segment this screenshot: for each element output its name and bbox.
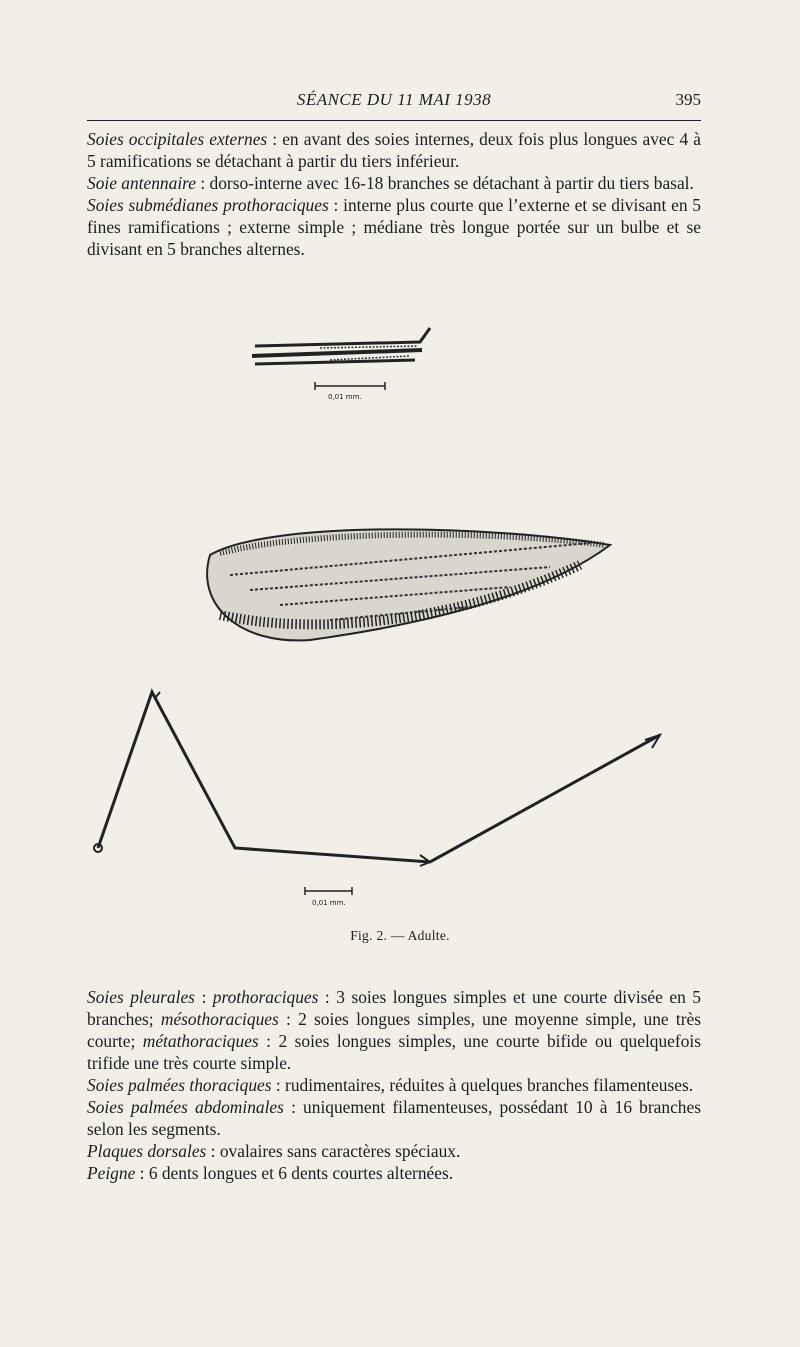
term-mesothoraciques: mésothoraciques (160, 1009, 279, 1029)
wing-illustration (190, 515, 620, 655)
term-peigne: Peigne (87, 1163, 136, 1183)
term-palmees-abdominales: Soies palmées abdominales (87, 1097, 284, 1117)
bottom-text-block (87, 986, 701, 1184)
page-number: 395 (675, 90, 701, 109)
text-submedianes: : interne plus courte que l’externe et se divisant en 5 fines ramifications ; externe simple ; médiane très longue portée sur un bulbe et se divisant en 5 branches alternes. (87, 195, 702, 259)
text-occipitales: : en avant des soies internes, deux fois plus longues avec 4 à 5 ramifications se détachant à partir du tiers inférieur. (87, 129, 701, 171)
paragraph-peigne (87, 1162, 701, 1184)
paragraph-antennaire (87, 172, 701, 194)
scale-label-top: 0,01 mm. (328, 393, 362, 401)
text-mesothoraciques: : 2 soies longues simples, une moyenne simple, une très courte; (87, 1009, 701, 1051)
header-title: SÉANCE DU 11 MAI 1938 (296, 90, 492, 109)
paragraph-plaques-dorsales (87, 1140, 701, 1162)
term-occipitales: Soies occipitales externes (87, 129, 268, 149)
text-palmees-abdominales: : uniquement filamenteuses, possédant 10 à 16 branches selon les segments. (87, 1097, 701, 1139)
text-antennaire: : dorso-interne avec 16-18 branches se détachant à partir du tiers basal. (196, 173, 694, 193)
term-palmees-thoraciques: Soies palmées thoraciques (87, 1075, 272, 1095)
text-prothoraciques: : 3 soies longues simples et une courte divisée en 5 branches; (87, 987, 701, 1029)
scale-bar-bottom (300, 885, 360, 897)
term-antennaire: Soie antennaire (87, 173, 196, 193)
scale-label-bottom: 0,01 mm. (312, 899, 346, 907)
term-prothoraciques: prothoraciques (212, 987, 319, 1007)
figure-caption: Fig. 2. — Adulte. (350, 928, 450, 943)
term-metathoraciques: métathoraciques (142, 1031, 259, 1051)
paragraph-occipitales (87, 128, 701, 172)
paragraph-pleurales (87, 986, 701, 1074)
text-palmees-thoraciques: : rudimentaires, réduites à quelques branches filamenteuses. (271, 1075, 694, 1095)
term-submedianes: Soies submédianes prothoraciques (87, 195, 329, 215)
paragraph-submedianes (87, 194, 701, 260)
running-header (87, 90, 701, 121)
term-plaques-dorsales: Plaques dorsales (87, 1141, 207, 1161)
text-peigne: : 6 dents longues et 6 dents courtes alternées. (135, 1163, 454, 1183)
top-text-block (87, 128, 701, 260)
term-pleurales: Soies pleurales (87, 987, 195, 1007)
text-plaques-dorsales: : ovalaires sans caractères spéciaux. (206, 1141, 461, 1161)
leg-illustration (90, 680, 690, 880)
paragraph-palmees-thoraciques (87, 1074, 701, 1096)
sep-pleurales: : (194, 987, 213, 1007)
paragraph-palmees-abdominales (87, 1096, 701, 1140)
text-metathoraciques: : 2 soies longues simples, une courte bifide ou quelquefois trifide une très courte simple. (87, 1031, 701, 1073)
